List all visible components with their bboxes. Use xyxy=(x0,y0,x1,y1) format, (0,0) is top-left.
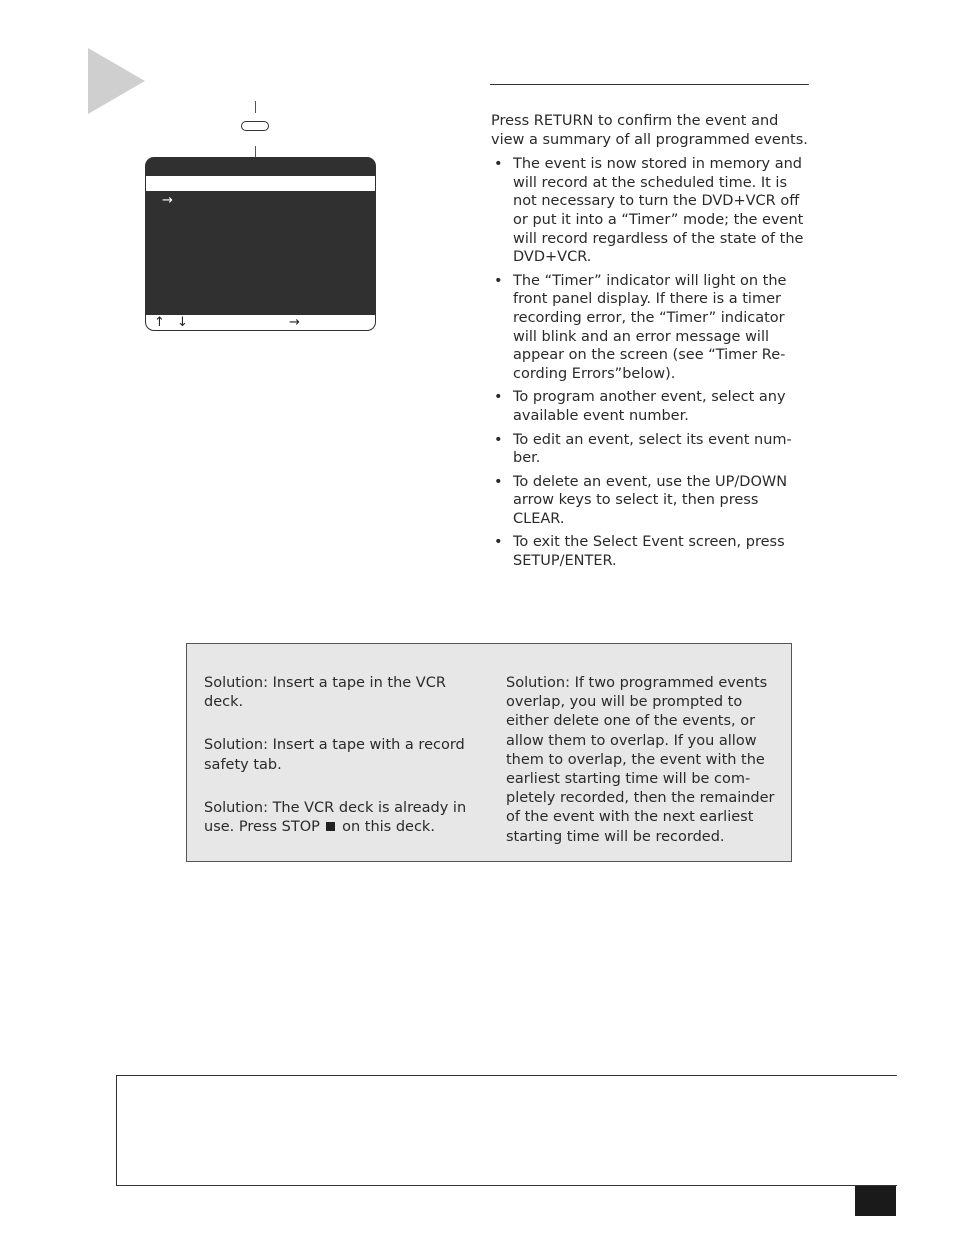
list-item-text: The event is now stored in memory and will record at the scheduled time. It is not necessary to turn the DVD+VCR off or put it into a “Timer” mode; the event will record regardless of the state of the DVD+VCR. xyxy=(513,156,804,266)
solution-deck-in-use xyxy=(204,799,474,837)
bullet-icon: • xyxy=(494,389,503,406)
list-item xyxy=(491,155,809,267)
solution-deck-text-start: Solution: The VCR deck is already in use. Press STOP xyxy=(204,799,467,836)
select-arrow-icon: → xyxy=(162,193,173,208)
errors-right-column xyxy=(506,674,776,871)
section-rule xyxy=(490,84,809,85)
instruction-list xyxy=(491,155,809,570)
intro-text: Press RETURN to confirm the event and view a summary of all programmed events. xyxy=(491,113,808,148)
footer-frame xyxy=(116,1075,897,1186)
bullet-icon: • xyxy=(494,272,503,289)
solution-no-tape: Solution: Insert a tape in the VCR deck. xyxy=(204,675,446,711)
list-item-text: To edit an event, select its event num-ber. xyxy=(513,431,792,467)
list-item-text: To program another event, select any available event number. xyxy=(513,389,786,424)
list-item-text: To delete an event, use the UP/DOWN arrow keys to select it, then press CLEAR. xyxy=(513,473,788,527)
list-item xyxy=(491,388,809,425)
bullet-icon: • xyxy=(494,156,503,173)
down-arrow-icon: ↓ xyxy=(177,315,188,330)
return-button-icon xyxy=(241,121,269,131)
osd-highlight-row xyxy=(146,176,375,191)
enter-arrow-icon: → xyxy=(289,315,300,330)
bullet-icon: • xyxy=(494,431,503,448)
remote-callout-line-top xyxy=(255,101,256,113)
instructions xyxy=(491,112,809,576)
remote-callout-line-bottom xyxy=(255,146,256,157)
step-marker-icon xyxy=(88,48,145,114)
list-item xyxy=(491,431,809,468)
select-event-screen xyxy=(145,157,376,331)
recording-errors-callout xyxy=(186,643,792,862)
solution-deck-text-end: on this deck. xyxy=(342,819,435,836)
stop-icon xyxy=(326,822,335,831)
bullet-icon: • xyxy=(494,534,503,551)
list-item-text: The “Timer” indicator will light on the front panel display. If there is a timer recording error, the “Timer” indicator will blink and an error message will appear on the screen (see “Timer Re-cording Errors”below). xyxy=(513,272,787,382)
bullet-icon: • xyxy=(494,473,503,490)
osd-footer xyxy=(146,314,375,330)
list-item-text: To exit the Select Event screen, press SETUP/ENTER. xyxy=(513,534,785,570)
solution-safety-tab: Solution: Insert a tape with a record safety tab. xyxy=(204,737,465,773)
solution-overlap: Solution: If two programmed events overlap, you will be prompted to either delete one of the events, or allow them to overlap. If you allow them to overlap, the event with the earliest starting time will be com-pletely recorded, then the remainder of the event with the next earliest starting time will be recorded. xyxy=(506,675,775,845)
up-arrow-icon: ↑ xyxy=(154,315,165,330)
list-item xyxy=(491,272,809,384)
errors-left-column xyxy=(204,674,474,861)
list-item xyxy=(491,533,809,570)
list-item xyxy=(491,473,809,529)
page-number-tab xyxy=(855,1186,896,1216)
